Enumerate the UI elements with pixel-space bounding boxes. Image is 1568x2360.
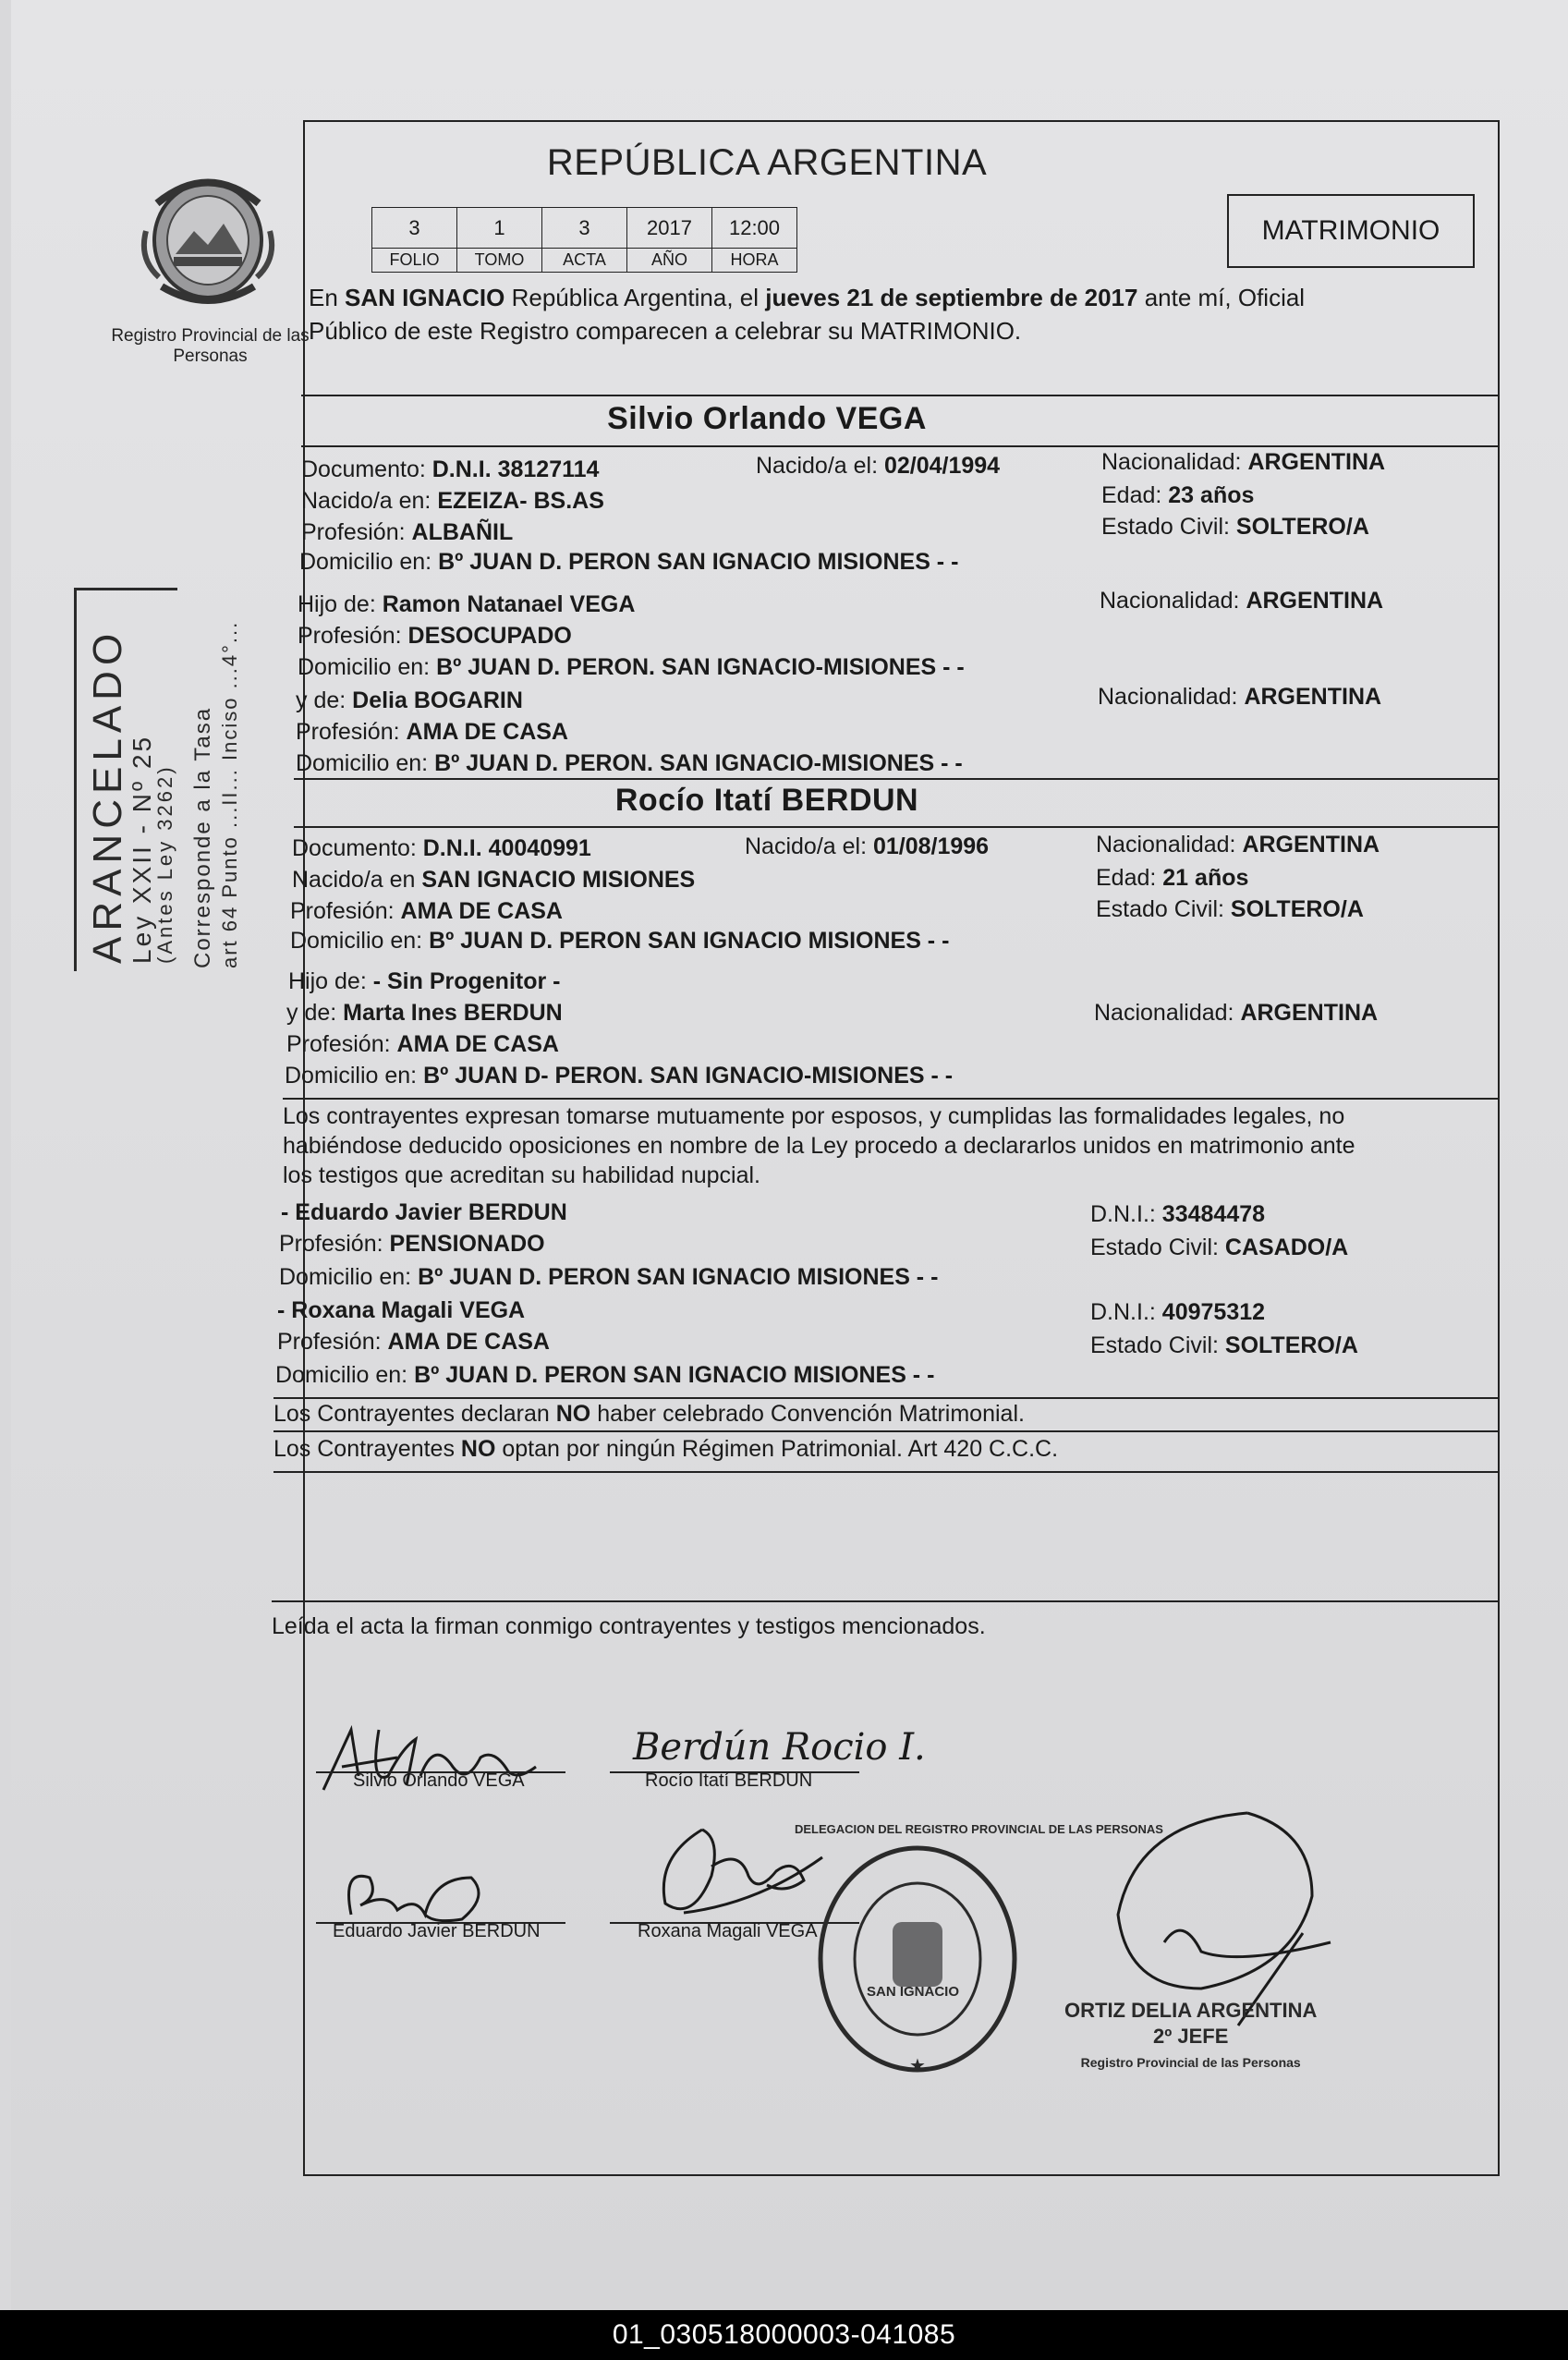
round-stamp-inner: SAN IGNACIO [867, 1984, 960, 2000]
svg-text:★: ★ [909, 2056, 926, 2076]
spouse1-nationality [1101, 449, 1385, 476]
label: Profesión: [301, 519, 412, 545]
value: D.N.I. 40040991 [422, 835, 591, 861]
intro-date: jueves 21 de septiembre de 2017 [765, 284, 1138, 311]
stamp-title: ARANCELADO [85, 627, 130, 964]
spouse2-birthplace [292, 867, 695, 894]
stamp-former-law: (Antes Ley 3262) [153, 764, 176, 964]
label: Nacido/a el: [756, 453, 884, 479]
text: NO [555, 1401, 591, 1427]
witness1-name [281, 1199, 567, 1226]
label: Hijo de: [288, 968, 373, 994]
label: Nacionalidad: [1101, 449, 1248, 475]
officer-office: Registro Provincial de las Personas [1080, 2055, 1301, 2070]
spouse2-born [745, 833, 989, 860]
stamp-corresponds: Corresponde a la Tasa [190, 706, 215, 968]
value: 40975312 [1161, 1299, 1266, 1325]
label: Domicilio en: [285, 1063, 424, 1089]
signature-label-eduardo: Eduardo Javier BERDUN [333, 1921, 541, 1941]
convention-a [273, 1401, 1025, 1428]
divider [301, 395, 1500, 396]
spouse2-mother-profession [286, 1031, 559, 1058]
country-title: REPÚBLICA ARGENTINA [546, 142, 988, 183]
divider [283, 1098, 1500, 1100]
spouse1-name: Silvio Orlando VEGA [607, 401, 927, 436]
stamp-article: art 64 Punto ...II... Inciso ...4°... [218, 620, 241, 968]
stamp-law: Ley XXII - Nº 25 [128, 734, 156, 964]
tomo-label: TOMO [457, 249, 542, 273]
hora-label: HORA [712, 249, 797, 273]
officer-name: ORTIZ DELIA ARGENTINA [1064, 1999, 1318, 2022]
divider [273, 1471, 1500, 1473]
value: - Eduardo Javier BERDUN [281, 1199, 567, 1225]
intro-place: SAN IGNACIO [345, 284, 505, 311]
spouse1-father [298, 591, 635, 618]
acta-label: ACTA [542, 249, 627, 273]
label: Domicilio en: [279, 1264, 419, 1290]
label: Documento: [301, 456, 432, 482]
footer-code: 01_030518000003-041085 [0, 2310, 1568, 2360]
signature-rocio-handwritten: Berdún Rocio I. [633, 1726, 926, 1769]
label: Estado Civil: [1090, 1235, 1225, 1260]
spouse1-father-address [298, 654, 965, 681]
text: Los Contrayentes declaran [273, 1401, 556, 1427]
value: Bº JUAN D. PERON SAN IGNACIO MISIONES - - [418, 1264, 939, 1290]
witness2-name [277, 1297, 525, 1324]
label: Profesión: [290, 898, 401, 924]
value: DESOCUPADO [407, 623, 572, 649]
spouse1-father-nationality [1100, 588, 1383, 614]
intro-mid: República Argentina, el [504, 284, 766, 311]
registry-name: Registro Provincial de las Personas [111, 326, 310, 366]
label: y de: [286, 1000, 344, 1026]
value: Bº JUAN D. PERON. SAN IGNACIO-MISIONES - - [436, 654, 965, 680]
text: NO [460, 1436, 496, 1462]
witness2-dni [1090, 1299, 1265, 1326]
label: Edad: [1101, 482, 1169, 508]
value: CASADO/A [1224, 1235, 1349, 1260]
value: Bº JUAN D. PERON SAN IGNACIO MISIONES - - [414, 1362, 935, 1388]
value: ARGENTINA [1246, 588, 1384, 614]
record-codes-table [371, 207, 797, 273]
spouse1-civil [1101, 514, 1369, 541]
value: 21 años [1162, 865, 1249, 891]
spouse2-document [292, 835, 591, 862]
witness2-profession [277, 1329, 550, 1356]
divider [273, 1397, 1500, 1399]
spouse2-civil [1096, 896, 1364, 923]
spouse1-address [299, 549, 958, 576]
spouse2-mother-address [285, 1063, 953, 1089]
label: Nacionalidad: [1100, 588, 1246, 614]
act-type-box: MATRIMONIO [1227, 194, 1475, 268]
witness1-dni [1090, 1201, 1265, 1228]
label: Domicilio en: [290, 928, 430, 954]
label: Nacido/a el: [745, 833, 873, 859]
value: 02/04/1994 [883, 453, 1001, 479]
value: AMA DE CASA [387, 1329, 550, 1355]
spouse2-mother-nationality [1094, 1000, 1378, 1027]
spouse1-mother [296, 687, 523, 714]
divider [273, 1430, 1500, 1432]
label: Profesión: [296, 719, 407, 745]
label: Estado Civil: [1101, 514, 1236, 540]
label: Nacionalidad: [1094, 1000, 1241, 1026]
spouse1-profession [301, 519, 513, 546]
value: Bº JUAN D. PERON SAN IGNACIO MISIONES - - [438, 549, 959, 575]
value: ARGENTINA [1242, 832, 1380, 858]
declaration-line: Los contrayentes expresan tomarse mutuamente por esposos, y cumplidas las formalidades legales, no [283, 1103, 1345, 1129]
text: optan por ningún Régimen Patrimonial. Art 420 C.C.C. [495, 1436, 1059, 1462]
acta-value: 3 [542, 208, 627, 249]
spouse1-age [1101, 482, 1254, 509]
intro-post: ante mí, Oficial [1137, 284, 1306, 311]
label: Edad: [1096, 865, 1163, 891]
provincial-seal-icon [139, 166, 277, 323]
value: ARGENTINA [1247, 449, 1386, 475]
value: 01/08/1996 [872, 833, 990, 859]
value: ARGENTINA [1244, 684, 1382, 710]
divider [294, 778, 1500, 780]
intro-line2: Público de este Registro comparecen a celebrar su MATRIMONIO. [309, 317, 1022, 345]
spouse1-mother-profession [296, 719, 568, 746]
label: Domicilio en: [299, 549, 439, 575]
signature-label-silvio: Silvio Orlando VEGA [353, 1770, 525, 1791]
label: Profesión: [277, 1329, 388, 1355]
tomo-value: 1 [457, 208, 542, 249]
declaration-line: habiéndose deducido oposiciones en nombre de la Ley procedo a declararlos unidos en matrimonio ante [283, 1133, 1355, 1159]
value: Bº JUAN D. PERON SAN IGNACIO MISIONES - - [429, 928, 950, 954]
hora-value: 12:00 [712, 208, 797, 249]
value: SOLTERO/A [1235, 514, 1369, 540]
intro-pre: En [309, 284, 346, 311]
convention-b [273, 1436, 1058, 1463]
value: SOLTERO/A [1224, 1332, 1358, 1358]
witness2-address [275, 1362, 934, 1389]
arancelado-stamp [54, 580, 241, 978]
label: y de: [296, 687, 353, 713]
spouse2-nationality [1096, 832, 1380, 858]
value: EZEIZA- BS.AS [437, 488, 604, 514]
spouse1-father-profession [298, 623, 572, 650]
value: PENSIONADO [389, 1231, 545, 1257]
value: Ramon Natanael VEGA [382, 591, 636, 617]
label: Documento: [292, 835, 423, 861]
value: Bº JUAN D. PERON. SAN IGNACIO-MISIONES - - [434, 750, 963, 776]
value: SAN IGNACIO MISIONES [421, 867, 696, 893]
anio-label: AÑO [627, 249, 712, 273]
closing-text: Leída el acta la firman conmigo contrayentes y testigos mencionados. [272, 1613, 986, 1639]
value: Bº JUAN D- PERON. SAN IGNACIO-MISIONES - - [423, 1063, 954, 1089]
divider [301, 445, 1500, 447]
signature-label-roxana: Roxana Magali VEGA [638, 1921, 818, 1941]
value: 33484478 [1161, 1201, 1266, 1227]
round-stamp-icon [811, 1839, 1024, 2079]
spouse2-age [1096, 865, 1248, 892]
label: Estado Civil: [1096, 896, 1231, 922]
intro-paragraph [305, 281, 1501, 347]
label: Nacido/a en: [301, 488, 438, 514]
text: haber celebrado Convención Matrimonial. [590, 1401, 1025, 1427]
spouse2-address [290, 928, 949, 955]
label: D.N.I.: [1090, 1201, 1162, 1227]
value: Delia BOGARIN [352, 687, 523, 713]
officer-role: 2º JEFE [1152, 2025, 1229, 2048]
folio-label: FOLIO [372, 249, 457, 273]
value: ARGENTINA [1240, 1000, 1379, 1026]
value: ALBAÑIL [411, 519, 514, 545]
spouse1-mother-nationality [1098, 684, 1381, 711]
witness1-address [279, 1264, 938, 1291]
value: AMA DE CASA [400, 898, 563, 924]
value: AMA DE CASA [406, 719, 568, 745]
label: Nacionalidad: [1098, 684, 1245, 710]
spouse1-birthplace [301, 488, 604, 515]
text: Los Contrayentes [273, 1436, 461, 1462]
declaration-line: los testigos que acreditan su habilidad nupcial. [283, 1162, 761, 1188]
officer-stamp [1064, 1998, 1317, 2075]
label: D.N.I.: [1090, 1299, 1162, 1325]
witness2-civil [1090, 1332, 1358, 1359]
value: - Roxana Magali VEGA [277, 1297, 526, 1323]
round-stamp-ring: DELEGACION DEL REGISTRO PROVINCIAL DE LAS PERSONAS [795, 1822, 1163, 1836]
label: Estado Civil: [1090, 1332, 1225, 1358]
divider [272, 1600, 1500, 1602]
spouse1-mother-address [296, 750, 963, 777]
value: AMA DE CASA [396, 1031, 559, 1057]
signature-label-rocio: Rocío Itatí BERDUN [645, 1770, 813, 1791]
value: SOLTERO/A [1230, 896, 1364, 922]
witness1-profession [279, 1231, 545, 1258]
value: D.N.I. 38127114 [432, 456, 600, 482]
anio-value: 2017 [627, 208, 712, 249]
label: Profesión: [286, 1031, 397, 1057]
label: Nacido/a en [292, 867, 422, 893]
label: Domicilio en: [275, 1362, 415, 1388]
marriage-certificate-form [272, 120, 1500, 2176]
signature-roxana [647, 1820, 832, 1931]
declaration-paragraph [283, 1101, 1502, 1190]
folio-value: 3 [372, 208, 457, 249]
spouse1-document [301, 456, 599, 483]
value: Marta Ines BERDUN [343, 1000, 563, 1026]
label: Domicilio en: [298, 654, 437, 680]
label: Profesión: [279, 1231, 390, 1257]
witness1-civil [1090, 1235, 1348, 1261]
value: 23 años [1168, 482, 1255, 508]
divider [294, 826, 1500, 828]
label: Hijo de: [298, 591, 383, 617]
spouse2-name: Rocío Itatí BERDUN [614, 783, 919, 818]
label: Nacionalidad: [1096, 832, 1243, 858]
value: - Sin Progenitor - [372, 968, 561, 994]
label: Profesión: [298, 623, 408, 649]
spouse1-born [756, 453, 1000, 480]
label: Domicilio en: [296, 750, 435, 776]
spouse2-profession [290, 898, 563, 925]
spouse2-father [288, 968, 561, 995]
spouse2-mother [286, 1000, 563, 1027]
